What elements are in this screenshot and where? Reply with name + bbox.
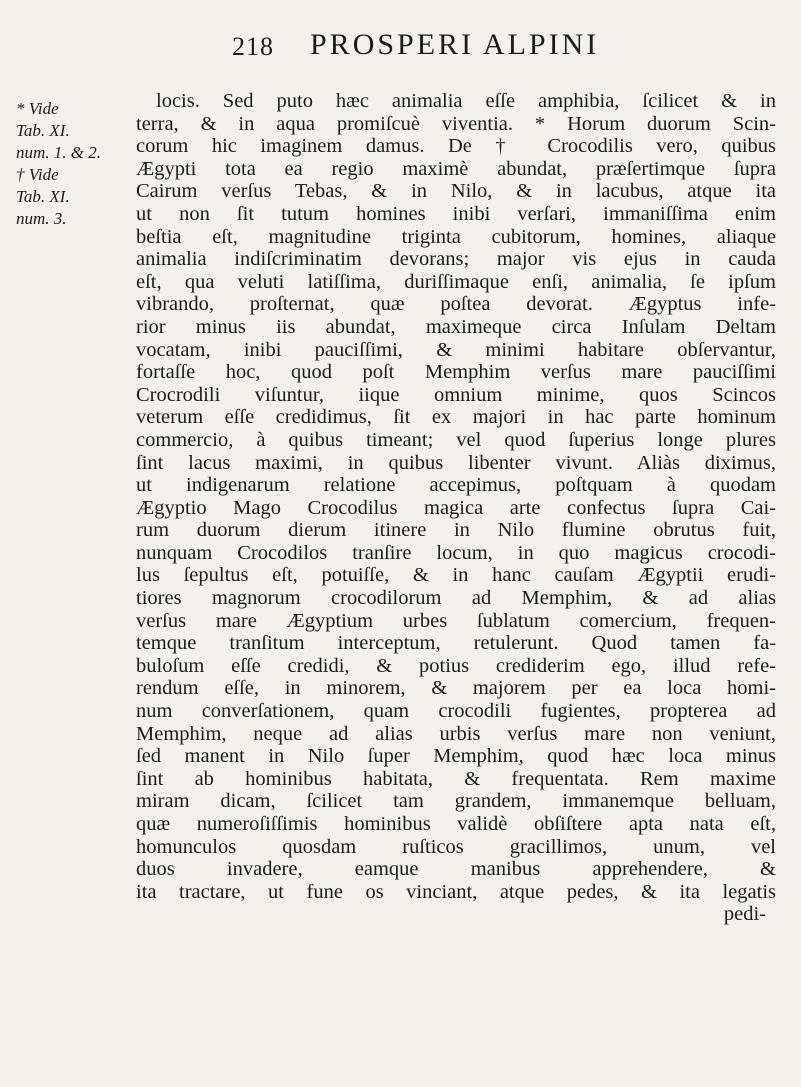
margin-note: Tab. XI. xyxy=(16,121,70,140)
text-line: verſus mare Ægyptium urbes ſublatum comercium, frequen- xyxy=(136,609,776,632)
text-line: vocatam, inibi pauciſſimi, & minimi habitare obſervantur, xyxy=(136,338,776,361)
text-line: veterum eſſe credidimus, ſit ex majori in hac parte hominum xyxy=(136,406,776,429)
text-line: miram dicam, ſcilicet tam grandem, immanemque belluam, xyxy=(136,790,776,813)
text-line: animalia indiſcriminatim devorans; major vis ejus in cauda xyxy=(136,248,776,271)
text-line: ita tractare, ut fune os vinciant, atque pedes, & ita legatis xyxy=(136,880,776,903)
margin-note: † Vide xyxy=(16,165,59,184)
text-line: quæ numeroſiſſimis hominibus validè obſiſtere apta nata eſt, xyxy=(136,813,776,835)
margin-note: num. 1. & 2. xyxy=(16,143,101,162)
catchword: pedi- xyxy=(723,903,766,926)
text-line: ſint lacus maximi, in quibus libenter vivunt. Aliàs diximus, xyxy=(136,451,776,474)
text-line: temque tranſitum interceptum, retulerunt. Quod tamen fa- xyxy=(136,632,776,655)
text-line: Cairum verſus Tebas, & in Nilo, & in lacubus, atque ita xyxy=(136,180,776,203)
text-line: ſint ab hominibus habitata, & frequentata. Rem maxime xyxy=(136,767,776,790)
text-line: homunculos quosdam ruſticos gracillimos, unum, vel xyxy=(136,835,776,858)
text-line: rum duorum dierum itinere in Nilo flumine obrutus fuit, xyxy=(136,519,776,542)
margin-note: * Vide xyxy=(16,99,59,118)
text-line: tiores magnorum crocodilorum ad Memphim, & ad alias xyxy=(136,587,776,610)
margin-note: num. 3. xyxy=(16,209,67,228)
text-line: Crocrodili viſuntur, iique omnium minime, quos Scincos xyxy=(136,383,776,406)
text-line: Ægypti tota ea regio maximè abundat, præſertimque ſupra xyxy=(136,157,776,180)
text-line: rior minus iis abundat, maximeque circa Inſulam Deltam xyxy=(136,315,776,338)
margin-notes xyxy=(16,98,116,230)
margin-note: Tab. XI. xyxy=(16,187,70,206)
text-line: lus ſepultus eſt, potuiſſe, & in hanc cauſam Ægyptii erudi- xyxy=(136,564,776,587)
text-line: vibrando, proſternat, quæ poſtea devorat. Ægyptus infe- xyxy=(136,293,776,316)
text-line: commercio, à quibus timeant; vel quod ſuperius longe plures xyxy=(136,428,776,451)
text-line: terra, & in aqua promiſcuè viventia. * Horum duorum Scin- xyxy=(136,112,776,135)
page-number: 218 xyxy=(232,32,274,61)
running-title: PROSPERI ALPINI xyxy=(310,28,600,61)
text-line: Memphim, neque ad alias urbis verſus mare non veniunt, xyxy=(136,722,776,745)
text-line: ſed manent in Nilo ſuper Memphim, quod hæc loca minus xyxy=(136,745,776,768)
text-line: fortaſſe hoc, quod poſt Memphim verſus mare pauciſſimi xyxy=(136,361,776,384)
running-head xyxy=(0,28,801,68)
text-line: ut indigenarum relatione accepimus, poſtquam à quodam xyxy=(136,474,776,497)
text-line: duos invadere, eamque manibus apprehendere, & xyxy=(136,858,776,881)
text-line: beſtia eſt, magnitudine triginta cubitorum, homines, aliaque xyxy=(136,225,776,248)
text-line: rendum eſſe, in minorem, & majorem per ea loca homi- xyxy=(136,677,776,700)
text-line: eſt, qua veluti latiſſima, duriſſimaque enſi, animalia, ſe ipſum xyxy=(136,270,776,293)
text-line: Ægyptio Mago Crocodilus magica arte confectus ſupra Cai- xyxy=(136,496,776,519)
text-line: corum hic imaginem damus. De † Crocodilis vero, quibus xyxy=(136,135,776,158)
text-line: buloſum eſſe credidi, & potius crediderim ego, illud refe- xyxy=(136,654,776,677)
text-line: num converſationem, quam crocodili fugientes, propterea ad xyxy=(136,700,776,723)
body-text xyxy=(136,90,776,926)
text-line: nunquam Crocodilos tranſire locum, in quo magicus crocodi- xyxy=(136,541,776,564)
text-line: locis. Sed puto hæc animalia eſſe amphibia, ſcilicet & in xyxy=(156,90,776,112)
text-line: ut non ſit tutum homines inibi verſari, immaniſſima enim xyxy=(136,202,776,225)
